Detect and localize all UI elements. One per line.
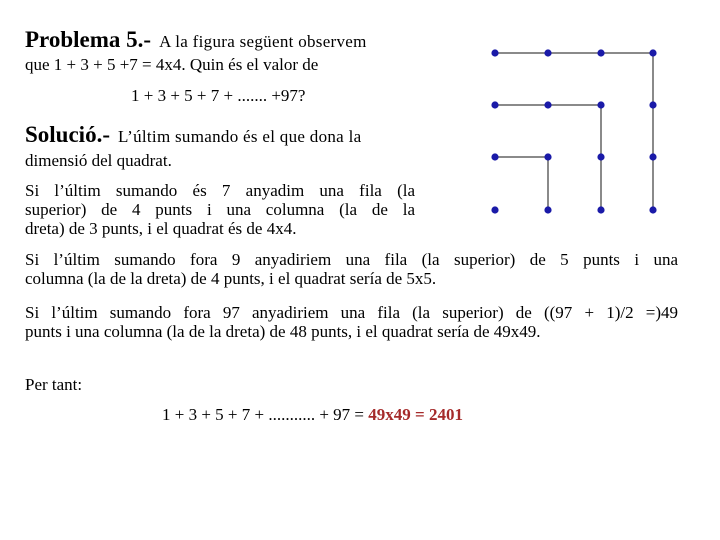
paragraph-2-line-1: Si l’últim sumando fora 9 anyadiriem una fila (la superior) de 5 punts i una xyxy=(25,250,678,269)
paragraph-3-line-2: punts i una columna (la de la dreta) de 48 punts, i el quadrat sería de 49x49. xyxy=(25,322,541,341)
paragraph-1-line-1: Si l’últim sumando és 7 anyadim una fila (la xyxy=(25,181,415,200)
grid-dot xyxy=(649,206,656,213)
grid-dot xyxy=(544,49,551,56)
paragraph-1-line-2: superior) de 4 punts i una columna (la de la xyxy=(25,200,415,219)
grid-dot xyxy=(544,101,551,108)
per-tant-label: Per tant: xyxy=(25,375,83,394)
paragraph-3-line-1: Si l’últim sumando fora 97 anyadiriem una fila (la superior) de ((97 + 1)/2 =)49 xyxy=(25,303,678,322)
grid-dot xyxy=(649,153,656,160)
figure-dots xyxy=(491,49,656,213)
grid-dot xyxy=(649,49,656,56)
grid-dot xyxy=(597,153,604,160)
grid-dot xyxy=(544,206,551,213)
problem-heading: Problema 5.- xyxy=(25,27,152,52)
problem-intro: A la figura següent observem xyxy=(159,32,367,51)
final-result: 2401 xyxy=(428,405,463,424)
grid-dot xyxy=(491,153,498,160)
grid-dot xyxy=(597,49,604,56)
solution-line-2: dimensió del quadrat. xyxy=(25,151,172,170)
grid-dot xyxy=(491,206,498,213)
problem-line-2: que 1 + 3 + 5 +7 = 4x4. Quin és el valor de xyxy=(25,55,319,74)
paragraph-2-line-2: columna (la de la dreta) de 4 punts, i el quadrat sería de 5x5. xyxy=(25,269,437,288)
grid-dot xyxy=(491,49,498,56)
final-square: 49x49 xyxy=(368,405,411,424)
solution-heading: Solució.- xyxy=(25,122,110,147)
problem-series: 1 + 3 + 5 + 7 + ....... +97? xyxy=(131,86,306,105)
gnomon-line xyxy=(495,157,548,210)
grid-dot xyxy=(597,101,604,108)
grid-dot xyxy=(491,101,498,108)
gnomon-line xyxy=(495,53,653,210)
grid-dot xyxy=(597,206,604,213)
final-equals: = xyxy=(415,405,425,424)
grid-dot xyxy=(544,153,551,160)
figure-lines xyxy=(495,53,653,210)
paragraph-1-line-3: dreta) de 3 punts, i el quadrat és de 4x4. xyxy=(25,219,297,238)
solution-intro: L’últim sumando és el que dona la xyxy=(117,127,362,146)
final-expression: 1 + 3 + 5 + 7 + ........... + 97 = xyxy=(162,405,365,424)
grid-dot xyxy=(649,101,656,108)
